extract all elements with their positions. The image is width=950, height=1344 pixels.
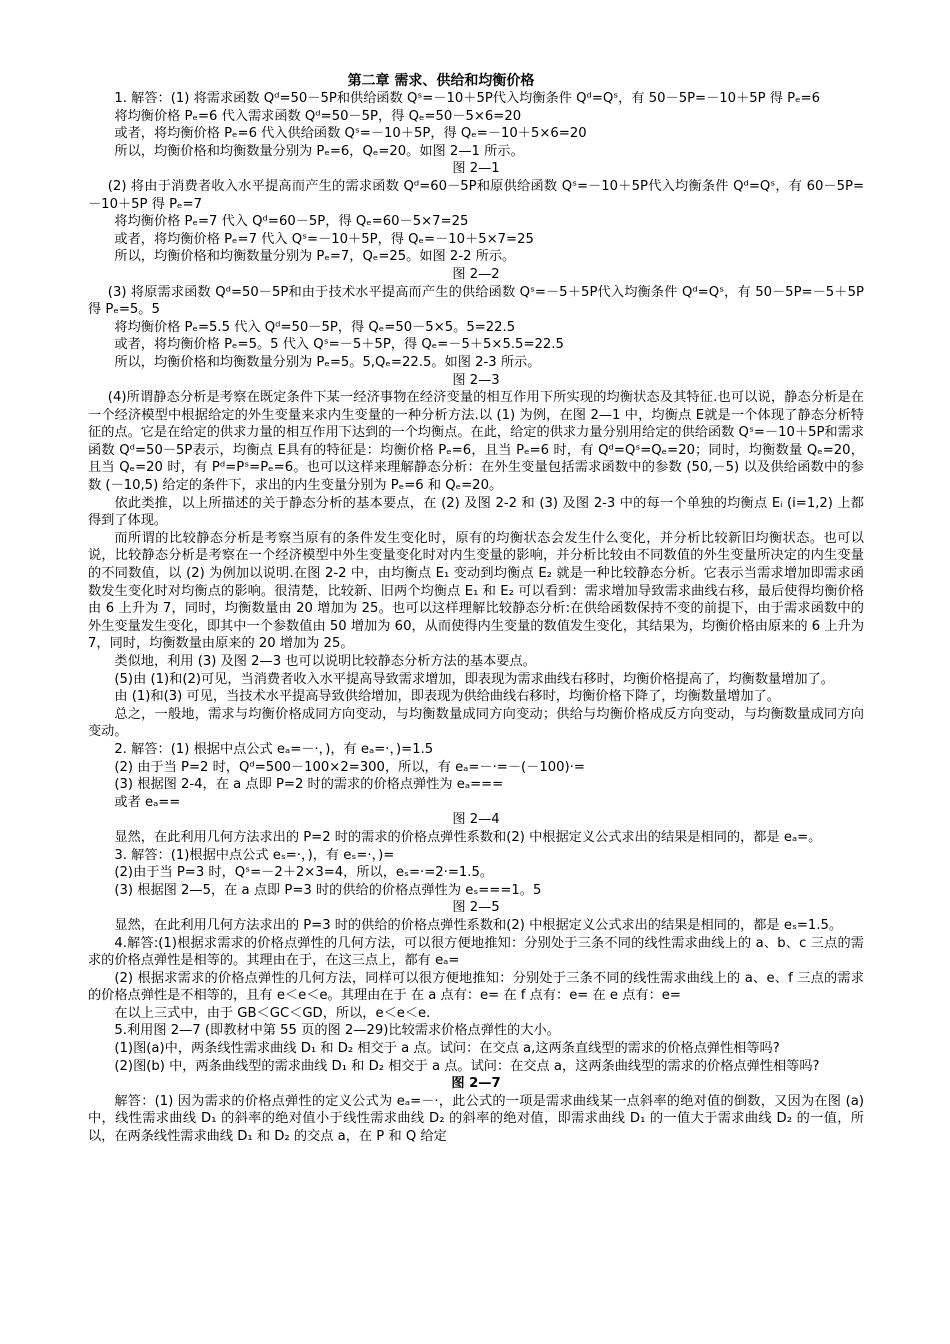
- paragraph: 在以上三式中，由于 GB＜GC＜GD，所以，e＜e＜e.: [114, 1005, 431, 1021]
- paragraph: (4)所谓静态分析是考察在既定条件下某一经济事物在经济变量的相互作用下所实现的均衡状态及其特征.也可以说，静态分析是在一个经济模型中根据给定的外生变量来求内生变量的一种分析方法.以 (1) 为例，在图 2—1 中，均衡点 E就是一个体现了静态分析特征的点。它是在给定的供求力量的相互作用下达到的一个均衡点。在此，给定的供求力量分别用给定的供给函数 Qˢ=－10＋5P和需求函数 Qᵈ=50－5P表示，均衡点 E具有的特征是：均衡价格 Pₑ=6，且当 Pₑ=6 时，有 Qᵈ=Qˢ=Qₑ=20；同时，均衡数量 Qₑ=20，且当 Qₑ=20 时，有 Pᵈ=Pˢ=Pₑ=6。也可以这样来理解静态分析：在外生变量包括需求函数中的参数 (50,－5) 以及供给函数中的参数 (－10,5) 给定的条件下，求出的内生变量分别为 Pₑ=6 和 Qₑ=20。: [88, 390, 864, 494]
- figure-caption: 图 2—2: [452, 266, 500, 282]
- paragraph: 或者，将均衡价格 Pₑ=5。5 代入 Qˢ=－5＋5P，得 Qₑ=－5＋5×5.5=22.5: [114, 337, 564, 353]
- paragraph: (2) 将由于消费者收入水平提高而产生的需求函数 Qᵈ=60－5P和原供给函数 Qˢ=－10＋5P代入均衡条件 Qᵈ=Qˢ，有 60－5P=－10＋5P 得 Pₑ=7: [88, 178, 864, 212]
- paragraph: 显然，在此利用几何方法求出的 P=2 时的需求的价格点弹性系数和(2) 中根据定义公式求出的结果是相同的，都是 eₐ=。: [114, 829, 822, 845]
- paragraph: 4.解答:(1)根据求需求的价格点弹性的几何方法，可以很方便地推知：分别处于三条不同的线性需求曲线上的 a、b、c 三点的需求的价格点弹性是相等的。其理由在于，在这三点上，都有 eₐ=: [88, 935, 864, 969]
- document-body: [88, 90, 864, 1146]
- paragraph: 或者，将均衡价格 Pₑ=7 代入 Qˢ=－10＋5P，得 Qₑ=－10＋5×7=25: [114, 231, 534, 247]
- paragraph: (1)图(a)中，两条线性需求曲线 D₁ 和 D₂ 相交于 a 点。试问：在交点 a,这两条直线型的需求的价格点弹性相等吗?: [114, 1041, 780, 1057]
- paragraph: 1. 解答：(1) 将需求函数 Qᵈ=50－5P和供给函数 Qˢ=－10＋5P代入均衡条件 Qᵈ=Qˢ，有 50－5P=－10＋5P 得 Pₑ=6: [114, 91, 821, 106]
- figure-caption: 图 2—5: [452, 900, 500, 916]
- paragraph: 或者，将均衡价格 Pₑ=6 代入供给函数 Qˢ=－10＋5P，得 Qₑ=－10＋5×6=20: [114, 126, 587, 142]
- figure-caption: 图 2—3: [452, 372, 500, 388]
- paragraph: 所以，均衡价格和均衡数量分别为 Pₑ=7，Qₑ=25。如图 2-2 所示。: [114, 249, 516, 265]
- paragraph: 总之，一般地，需求与均衡价格成同方向变动，与均衡数量成同方向变动；供给与均衡价格成反方向变动，与均衡数量成同方向变动。: [88, 706, 864, 740]
- paragraph: 类似地，利用 (3) 及图 2—3 也可以说明比较静态分析方法的基本要点。: [114, 654, 536, 669]
- paragraph: 2. 解答：(1) 根据中点公式 eₐ=－·，)，有 eₐ=·，)=1.5: [114, 741, 434, 757]
- paragraph: 5.利用图 2—7 (即教材中第 55 页的图 2—29)比较需求价格点弹性的大小。: [114, 1023, 560, 1039]
- paragraph: 显然，在此利用几何方法求出的 P=3 时的供给的价格点弹性系数和(2) 中根据定义公式求出的结果是相同的，都是 eₛ=1.5。: [114, 917, 843, 933]
- paragraph: 解答：(1) 因为需求的价格点弹性的定义公式为 eₐ=－·，此公式的一项是需求曲线某一点斜率的绝对值的倒数，又因为在图 (a) 中，线性需求曲线 D₁ 的斜率的绝对值小于线性需求曲线 D₂ 的斜率的绝对值，即需求曲线 D₁ 的一值大于需求曲线 D₂ 的一值，所以，在两条线性需求曲线 D₁ 和 D₂ 的交点 a，在 P 和 Q 给定: [88, 1093, 864, 1145]
- paragraph: 依此类推，以上所描述的关于静态分析的基本要点，在 (2) 及图 2-2 和 (3) 及图 2-3 中的每一个单独的均衡点 Eᵢ (i=1,2) 上都得到了体现。: [88, 495, 864, 529]
- paragraph: 将均衡价格 Pₑ=6 代入需求函数 Qᵈ=50－5P，得 Qₑ=50－5×6=20: [114, 108, 522, 124]
- paragraph: 3. 解答：(1)根据中点公式 eₛ=·，)，有 eₛ=·，)=: [114, 847, 395, 863]
- paragraph: (3) 根据图 2—5，在 a 点即 P=3 时的供给的价格点弹性为 eₛ===1。5: [114, 882, 542, 898]
- figure-caption: 图 2—4: [452, 812, 500, 828]
- paragraph: 将均衡价格 Pₑ=5.5 代入 Qᵈ=50－5P，得 Qₑ=50－5×5。5=22.5: [114, 319, 516, 335]
- chapter-title: 第二章 需求、供给和均衡价格: [347, 73, 535, 89]
- figure-caption: 图 2—7: [451, 1076, 501, 1092]
- paragraph: (2) 由于当 P=2 时，Qᵈ=500－100×2=300，所以，有 eₐ=－·=－(－100)·=: [114, 759, 585, 775]
- figure-caption: 图 2—1: [452, 161, 500, 177]
- paragraph: (3) 根据图 2-4，在 a 点即 P=2 时的需求的价格点弹性为 eₐ===: [114, 777, 504, 793]
- paragraph: (5)由 (1)和(2)可见，当消费者收入水平提高导致需求增加，即表现为需求曲线右移时，均衡价格提高了，均衡数量增加了。: [114, 671, 834, 687]
- paragraph: 将均衡价格 Pₑ=7 代入 Qᵈ=60－5P，得 Qₑ=60－5×7=25: [114, 214, 469, 230]
- paragraph: (2) 根据求需求的价格点弹性的几何方法，同样可以很方便地推知：分别处于三条不同的线性需求曲线上的 a、e、f 三点的需求的价格点弹性是不相等的，且有 e＜e＜e。其理由在于 在 a 点有：e= 在 f 点有：e= 在 e 点有：e=: [88, 970, 864, 1004]
- paragraph: (2)由于当 P=3 时，Qˢ=－2＋2×3=4，所以，eₛ=·=2·=1.5。: [114, 865, 494, 881]
- paragraph: 所以，均衡价格和均衡数量分别为 Pₑ=6，Qₑ=20。如图 2—1 所示。: [114, 143, 524, 159]
- paragraph: (3) 将原需求函数 Qᵈ=50－5P和由于技术水平提高而产生的供给函数 Qˢ=－5＋5P代入均衡条件 Qᵈ=Qˢ，有 50－5P=－5＋5P 得 Pₑ=5。5: [88, 284, 864, 318]
- paragraph: 所以，均衡价格和均衡数量分别为 Pₑ=5。5,Qₑ=22.5。如图 2-3 所示。: [114, 354, 541, 370]
- paragraph: (2)图(b) 中，两条曲线型的需求曲线 D₁ 和 D₂ 相交于 a 点。试问：在交点 a，这两条曲线型的需求的价格点弹性相等吗?: [114, 1058, 820, 1074]
- paragraph: 或者 eₐ==: [114, 794, 181, 810]
- paragraph: 由 (1)和(3) 可见，当技术水平提高导致供给增加，即表现为供给曲线右移时，均衡价格下降了，均衡数量增加了。: [114, 689, 780, 705]
- document-page: [88, 72, 864, 1146]
- paragraph: 而所谓的比较静态分析是考察当原有的条件发生变化时，原有的均衡状态会发生什么变化，并分析比较新旧均衡状态。也可以说，比较静态分析是考察在一个经济模型中外生变量变化时对内生变量的影响，并分析比较由不同数值的外生变量所决定的内生变量的不同数值，以 (2) 为例加以说明.在图 2-2 中，由均衡点 E₁ 变动到均衡点 E₂ 就是一种比较静态分析。它表示当需求增加即需求函数发生变化时对均衡点的影响。很清楚，比较新、旧两个均衡点 E₁ 和 E₂ 可以看到：需求增加导致需求曲线右移，最后使得均衡价格由 6 上升为 7，同时，均衡数量由 20 增加为 25。也可以这样理解比较静态分析:在供给函数保持不变的前提下，由于需求函数中的外生变量发生变化，即其中一个参数值由 50 增加为 60，从而使得内生变量的数值发生变化，其结果为，均衡价格由原来的 6 上升为 7，同时，均衡数量由原来的 20 增加为 25。: [88, 530, 864, 652]
